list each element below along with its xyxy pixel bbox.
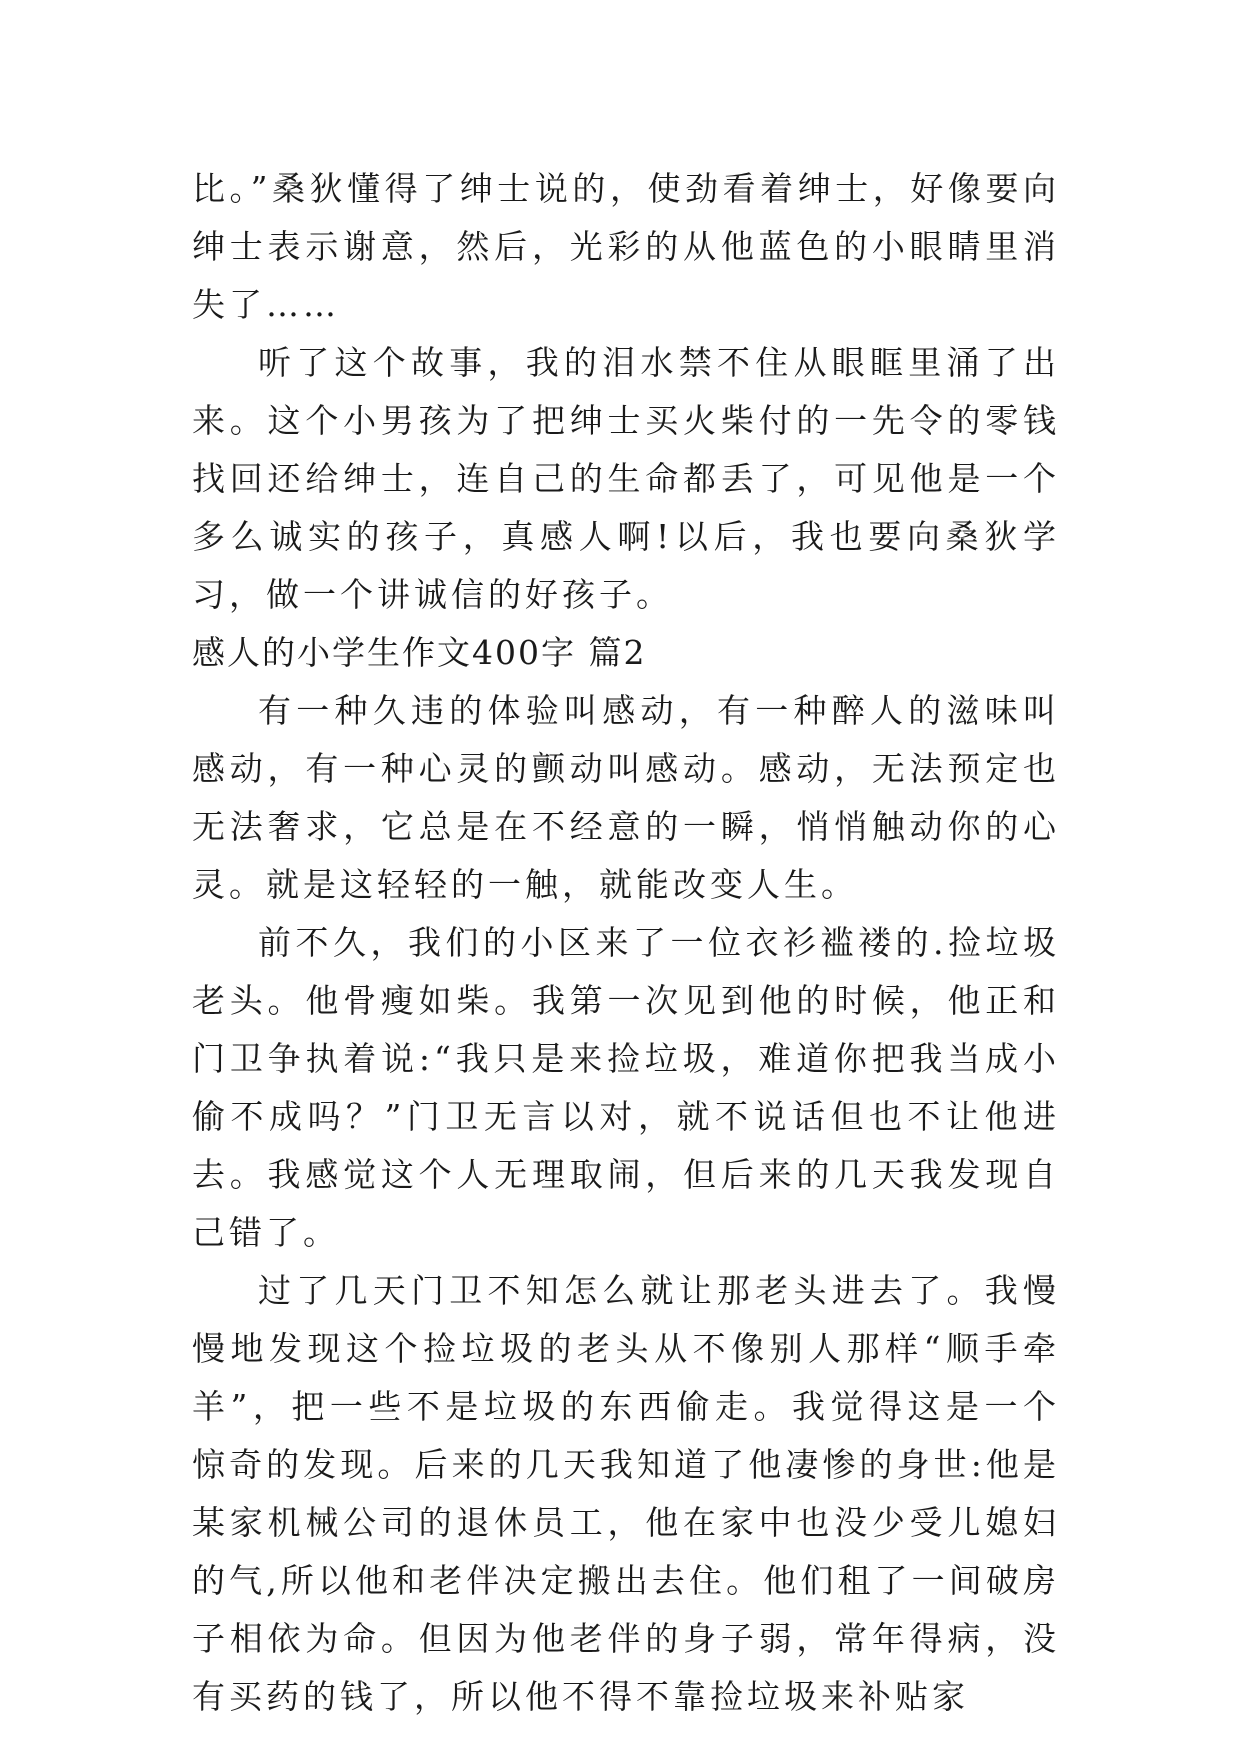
paragraph-reflection: 听了这个故事，我的泪水禁不住从眼眶里涌了出来。这个小男孩为了把绅士买火柴付的一先令的零钱找回还给绅士，连自己的生命都丢了，可见他是一个多么诚实的孩子，真感人啊!以后，我也要向桑狄学习，做一个讲诚信的好孩子。 [192, 343, 1060, 614]
paragraph-story-ending: 比。”桑狄懂得了绅士说的，使劲看着绅士，好像要向绅士表示谢意，然后，光彩的从他蓝色的小眼睛里消失了…… [192, 169, 1060, 324]
paragraph-intro: 有一种久违的体验叫感动，有一种醉人的滋味叫感动，有一种心灵的颤动叫感动。感动，无法预定也无法奢求，它总是在不经意的一瞬，悄悄触动你的心灵。就是这轻轻的一触，就能改变人生。 [192, 691, 1060, 904]
section-heading: 感人的小学生作文400字 篇2 [192, 633, 647, 672]
document-body [192, 160, 1060, 1726]
paragraph-old-man-arrival: 前不久，我们的小区来了一位衣衫褴褛的.捡垃圾老头。他骨瘦如柴。我第一次见到他的时候，他正和门卫争执着说:“我只是来捡垃圾，难道你把我当成小偷不成吗？”门卫无言以对，就不说话但也不让他进去。我感觉这个人无理取闹，但后来的几天我发现自己错了。 [192, 923, 1060, 1252]
paragraph-old-man-story: 过了几天门卫不知怎么就让那老头进去了。我慢慢地发现这个捡垃圾的老头从不像别人那样“顺手牵羊”，把一些不是垃圾的东西偷走。我觉得这是一个惊奇的发现。后来的几天我知道了他凄惨的身世:他是某家机械公司的退休员工，他在家中也没少受儿媳妇的气,所以他和老伴决定搬出去住。他们租了一间破房子相依为命。但因为他老伴的身子弱，常年得病，没有买药的钱了，所以他不得不靠捡垃圾来补贴家 [192, 1271, 1060, 1716]
